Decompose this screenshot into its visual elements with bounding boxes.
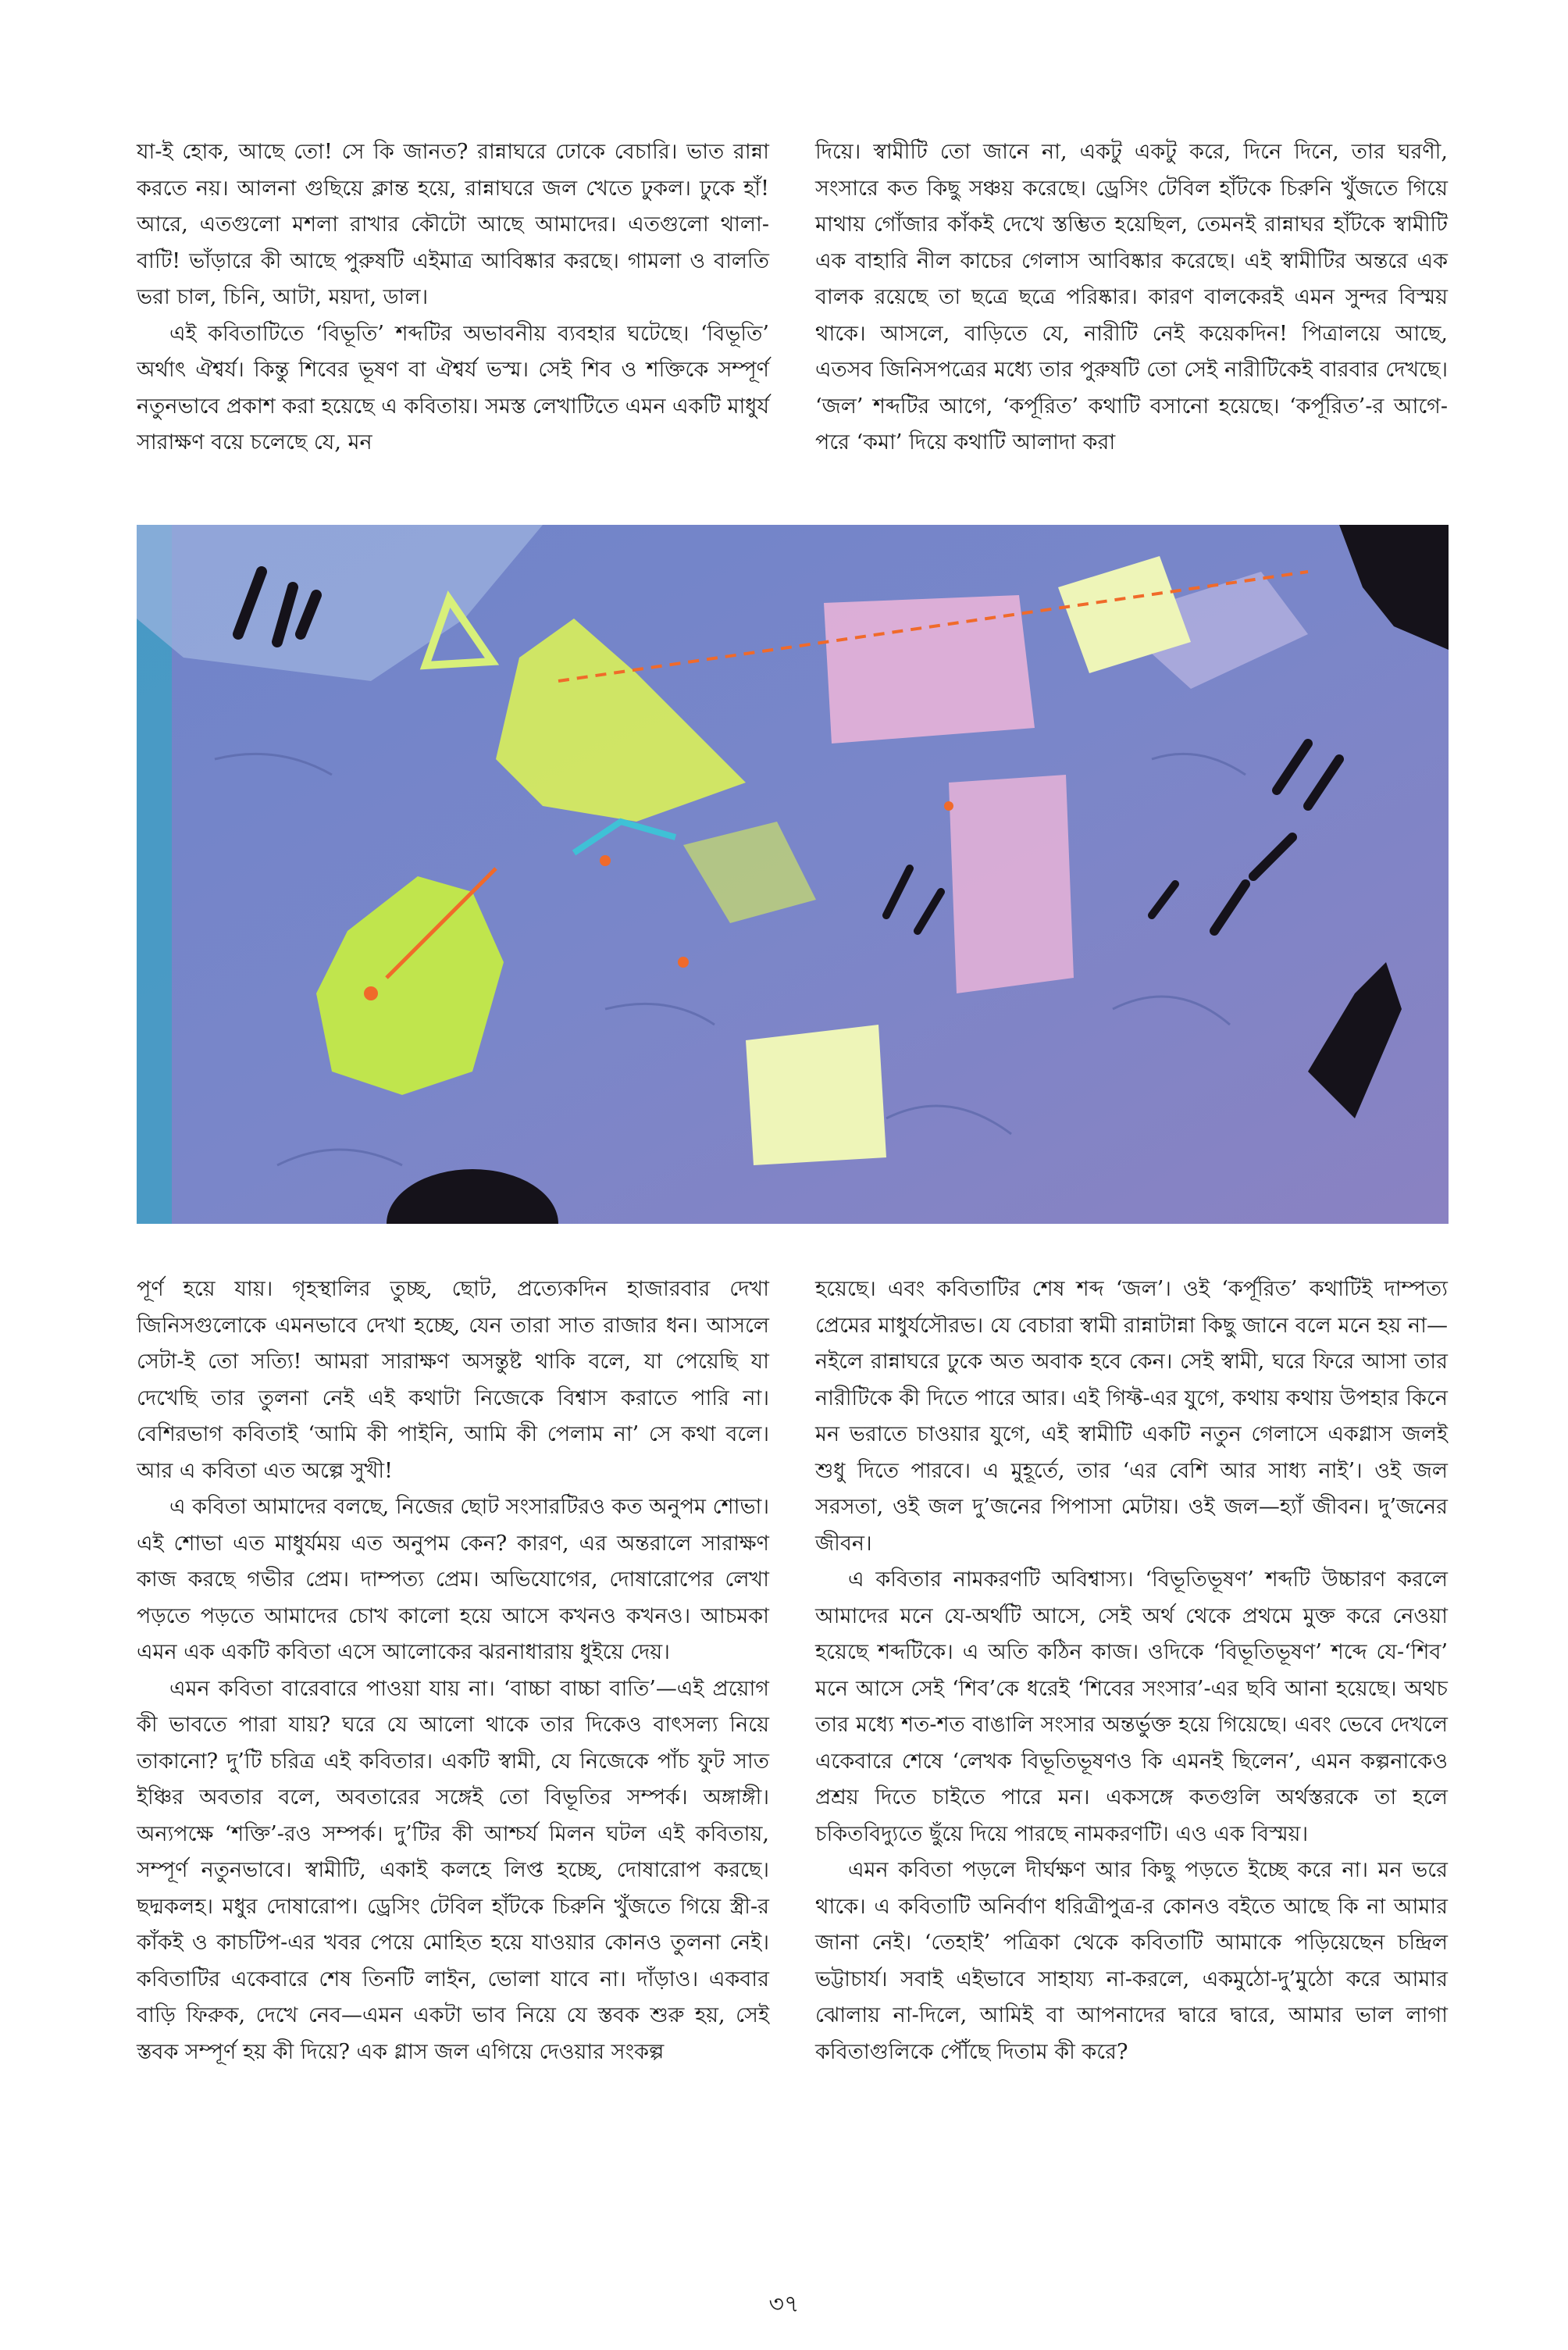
paint-dot-orange	[944, 801, 953, 811]
page-number: ৩৭	[768, 2291, 800, 2318]
article-column-bottom-left	[137, 1271, 769, 2070]
paragraph: যা-ই হোক, আছে তো! সে কি জানত? রান্নাঘরে ঢোকে বেচারি। ভাত রান্না করতে নয়। আলনা গুছিয়ে ক্লান্ত হয়ে, রান্নাঘরে জল খেতে ঢুকল। ঢুকে হাঁ! আরে, এতগুলো মশলা রাখার কৌটো আছে আমাদের। এতগুলো থালা-বাটি! ভাঁড়ারে কী আছে পুরুষটি এইমাত্র আবিষ্কার করছে। গামলা ও বালতি ভরা চাল, চিনি, আটা, ময়দা, ডাল।	[137, 140, 769, 309]
paint-dot-orange	[600, 855, 611, 866]
paragraph: এমন কবিতা বারেবারে পাওয়া যায় না। ‘বাচ্চা বাচ্চা বাতি’—এই প্রয়োগ কী ভাবতে পারা যায়? ঘরে যে আলো থাকে তার দিকেও বাৎসল্য নিয়ে তাকানো? দু’টি চরিত্র এই কবিতার। একটি স্বামী, যে নিজেকে পাঁচ ফুট সাত ইঞ্চির অবতার বলে, অবতারের সঙ্গেই তো বিভূতির সম্পর্ক। অঙ্গাঙ্গী। অন্যপক্ষে ‘শক্তি’-রও সম্পর্ক। দু’টির কী আশ্চর্য মিলন ঘটল এই কবিতায়, সম্পূর্ণ নতুনভাবে। স্বামীটি, একাই কলহে লিপ্ত হচ্ছে, দোষারোপ করছে। ছদ্মকলহ। মধুর দোষারোপ। ড্রেসিং টেবিল হাঁটকে চিরুনি খুঁজতে গিয়ে স্ত্রী-র কাঁকই ও কাচটিপ-এর খবর পেয়ে মোহিত হয়ে যাওয়ার কোনও তুলনা নেই। কবিতাটির একেবারে শেষ তিনটি লাইন, ভোলা যাবে না। দাঁড়াও। একবার বাড়ি ফিরুক, দেখে নেব—এমন একটা ভাব নিয়ে যে স্তবক শুরু হয়, সেই স্তবক সম্পূর্ণ হয় কী দিয়ে? এক গ্লাস জল এগিয়ে দেওয়ার সংকল্প	[137, 1676, 769, 2064]
paragraph: এই কবিতাটিতে ‘বিভূতি’ শব্দটির অভাবনীয় ব্যবহার ঘটেছে। ‘বিভূতি’ অর্থাৎ ঐশ্বর্য। কিন্তু শিবের ভূষণ বা ঐশ্বর্য ভস্ম। সেই শিব ও শক্তিকে সম্পূর্ণ নতুনভাবে প্রকাশ করা হয়েছে এ কবিতায়। সমস্ত লেখাটিতে এমন একটি মাধুর্য সারাক্ষণ বয়ে চলেছে যে, মন	[137, 321, 769, 455]
paint-dot-orange	[364, 986, 378, 1000]
paint-patch-cream	[746, 1025, 886, 1165]
paint-patch-pink	[949, 775, 1074, 993]
paragraph: পূর্ণ হয়ে যায়। গৃহস্থালির তুচ্ছ, ছোট, প্রত্যেকদিন হাজারবার দেখা জিনিসগুলোকে এমনভাবে দেখা হচ্ছে, যেন তারা সাত রাজার ধন। আসলে সেটা-ই তো সত্যি! আমরা সারাক্ষণ অসন্তুষ্ট থাকি বলে, যা পেয়েছি যা দেখেছি তার তুলনা নেই এই কথাটা নিজেকে বিশ্বাস করাতে পারি না। বেশিরভাগ কবিতাই ‘আমি কী পাইনি, আমি কী পেলাম না’ সে কথা বলে। আর এ কবিতা এত অল্পে সুখী!	[137, 1277, 769, 1483]
article-column-top-left	[137, 134, 769, 462]
paragraph: দিয়ে। স্বামীটি তো জানে না, একটু একটু করে, দিনে দিনে, তার ঘরণী, সংসারে কত কিছু সঞ্চয় করেছে। ড্রেসিং টেবিল হাঁটকে চিরুনি খুঁজতে গিয়ে মাথায় গোঁজার কাঁকই দেখে স্তম্ভিত হয়েছিল, তেমনই রান্নাঘর হাঁটকে স্বামীটি এক বাহারি নীল কাচের গেলাস আবিষ্কার করেছে। এই স্বামীটির অন্তরে এক বালক রয়েছে তা ছত্রে ছত্রে পরিষ্কার। কারণ বালকেরই এমন সুন্দর বিস্ময় থাকে। আসলে, বাড়িতে যে, নারীটি নেই কয়েকদিন! পিত্রালয়ে আছে, এতসব জিনিসপত্রের মধ্যে তার পুরুষটি তো সেই নারীটিকেই বারবার দেখছে। ‘জল’ শব্দটির আগে, ‘কর্পূরিত’ কথাটি বসানো হয়েছে। ‘কর্পূরিত’-র আগে-পরে ‘কমা’ দিয়ে কথাটি আলাদা করা	[815, 140, 1448, 455]
abstract-painting-illustration	[137, 525, 1449, 1224]
article-column-top-right	[815, 134, 1448, 462]
paint-dot-orange	[678, 957, 689, 968]
paragraph: হয়েছে। এবং কবিতাটির শেষ শব্দ ‘জল’। ওই ‘কর্পূরিত’ কথাটিই দাম্পত্য প্রেমের মাধুর্যসৌরভ। যে বেচারা স্বামী রান্নাটান্না কিছু জানে বলে মনে হয় না—নইলে রান্নাঘরে ঢুকে অত অবাক হবে কেন। সেই স্বামী, ঘরে ফিরে আসা তার নারীটিকে কী দিতে পারে আর। এই গিফ্ট-এর যুগে, কথায় কথায় উপহার কিনে মন ভরাতে চাওয়ার যুগে, এই স্বামীটি একটি নতুন গেলাসে একগ্লাস জলই শুধু দিতে পারবে। এ মুহূর্তে, তার ‘এর বেশি আর সাধ্য নাই’। ওই জল সরসতা, ওই জল দু’জনের পিপাসা মেটায়। ওই জল—হ্যাঁ জীবন। দু’জনের জীবন।	[815, 1277, 1448, 1556]
paint-patch-pink	[824, 595, 1035, 744]
article-column-bottom-right	[815, 1271, 1448, 2070]
paragraph: এ কবিতা আমাদের বলছে, নিজের ছোট সংসারটিরও কত অনুপম শোভা। এই শোভা এত মাধুর্যময় এত অনুপম কেন? কারণ, এর অন্তরালে সারাক্ষণ কাজ করছে গভীর প্রেম। দাম্পত্য প্রেম। অভিযোগের, দোষারোপের লেখা পড়তে পড়তে আমাদের চোখ কালো হয়ে আসে কখনও কখনও। আচমকা এমন এক একটি কবিতা এসে আলোকের ঝরনাধারায় ধুইয়ে দেয়।	[137, 1495, 769, 1664]
paragraph: এমন কবিতা পড়লে দীর্ঘক্ষণ আর কিছু পড়তে ইচ্ছে করে না। মন ভরে থাকে। এ কবিতাটি অনির্বাণ ধরিত্রীপুত্র-র কোনও বইতে আছে কি না আমার জানা নেই। ‘তেহাই’ পত্রিকা থেকে কবিতাটি আমাকে পড়িয়েছেন চন্দ্রিল ভট্টাচার্য। সবাই এইভাবে সাহায্য না-করলে, একমুঠো-দু’মুঠো করে আমার ঝোলায় না-দিলে, আমিই বা আপনাদের দ্বারে দ্বারে, আমার ভাল লাগা কবিতাগুলিকে পৌঁছে দিতাম কী করে?	[815, 1858, 1449, 2064]
paragraph: এ কবিতার নামকরণটি অবিশ্বাস্য। ‘বিভূতিভূষণ’ শব্দটি উচ্চারণ করলে আমাদের মনে যে-অর্থটি আসে, সেই অর্থ থেকে প্রথমে মুক্ত করে নেওয়া হয়েছে শব্দটিকে। এ অতি কঠিন কাজ। ওদিকে ‘বিভূতিভূষণ’ শব্দে যে-‘শিব’ মনে আসে সেই ‘শিব’কে ধরেই ‘শিবের সংসার’-এর ছবি আনা হয়েছে। অথচ তার মধ্যে শত-শত বাঙালি সংসার অন্তর্ভুক্ত হয়ে গিয়েছে। এবং ভেবে দেখলে একেবারে শেষে ‘লেখক বিভূতিভূষণও কি এমনই ছিলেন’, এমন কল্পনাকেও প্রশ্রয় দিতে চাইতে পারে মন। একসঙ্গে কতগুলি অর্থস্তরকে তা হলে চকিতবিদ্যুতে ছুঁয়ে দিয়ে পারছে নামকরণটি। এও এক বিস্ময়।	[815, 1567, 1448, 1846]
